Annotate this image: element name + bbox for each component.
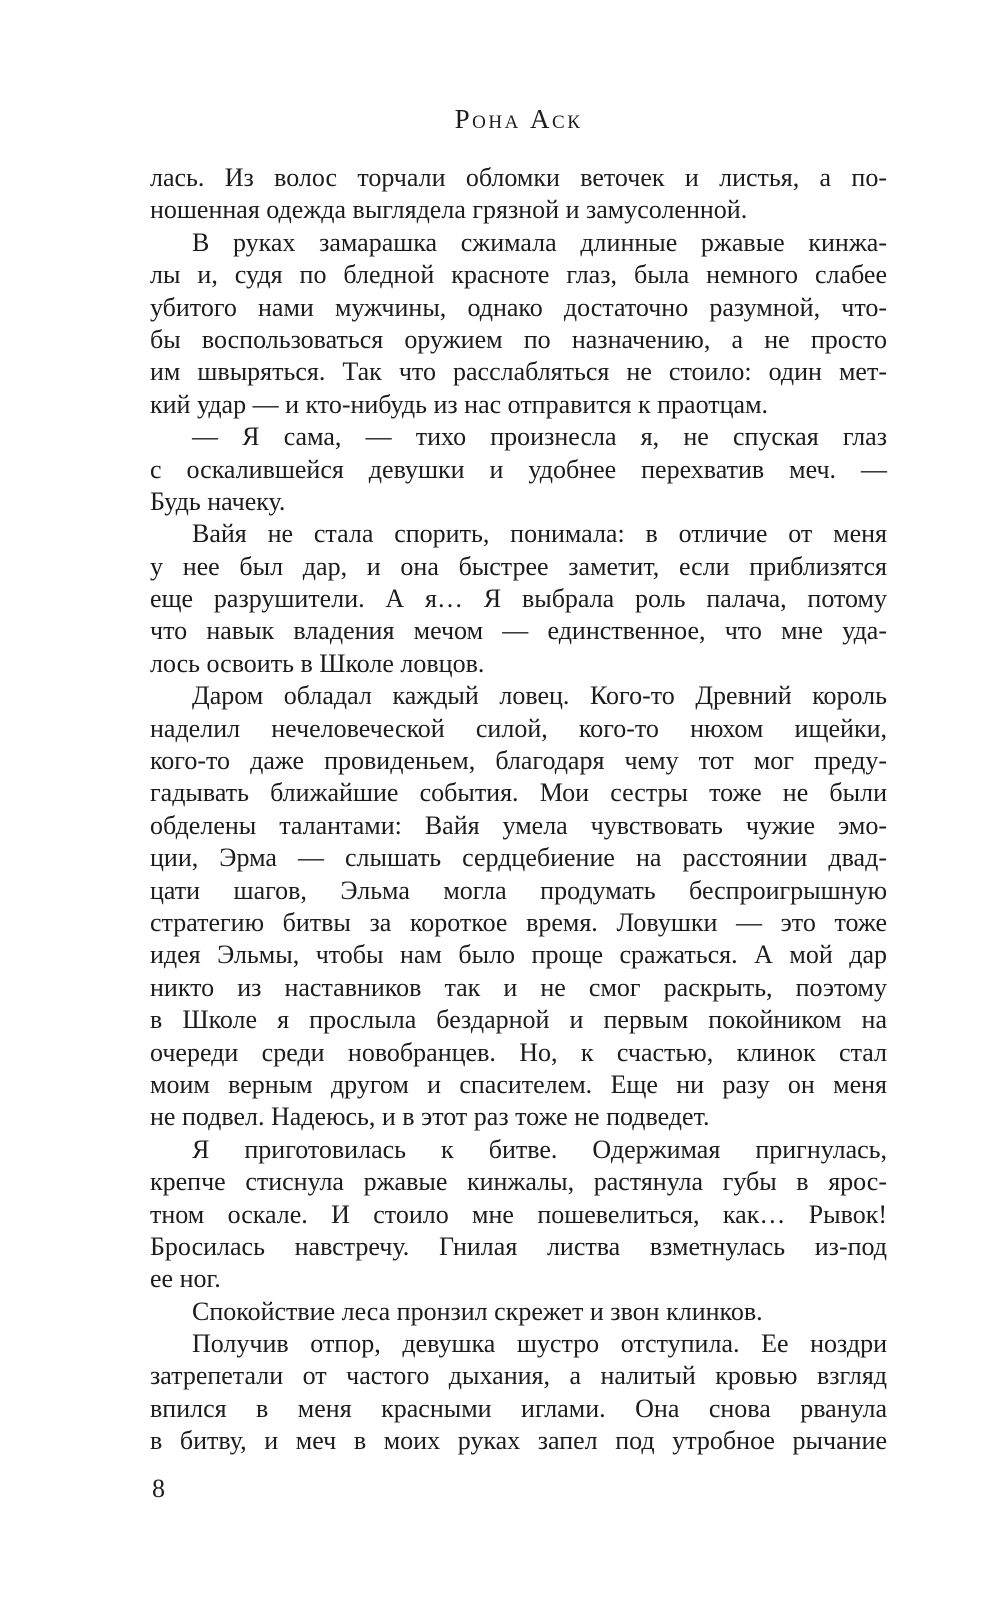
text-line: убитого нами мужчины, однако достаточно разумной, что- bbox=[150, 292, 887, 322]
text-line: кий удар — и кто-нибудь из нас отправится к праотцам. bbox=[150, 389, 769, 419]
text-line: в Школе я прослыла бездарной и первым покойником на bbox=[150, 1005, 887, 1035]
text-line: что навык владения мечом — единственное, что мне уда- bbox=[150, 616, 887, 646]
text-line: лы и, судя по бледной красноте глаз, была немного слабее bbox=[150, 260, 887, 290]
text-line: лось освоить в Школе ловцов. bbox=[150, 648, 485, 678]
text-line: им швыряться. Так что расслабляться не стоило: один мет- bbox=[150, 357, 887, 387]
text-line: — Я сама, — тихо произнесла я, не спуская глаз bbox=[192, 422, 887, 452]
text-line: Бросилась навстречу. Гнилая листва взметнулась из-под bbox=[150, 1231, 887, 1261]
text-line: стратегию битвы за короткое время. Ловушки — это тоже bbox=[150, 907, 887, 937]
text-line: Получив отпор, девушка шустро отступила. Ее ноздри bbox=[192, 1329, 887, 1359]
text-line: Вайя не стала спорить, понимала: в отличие от меня bbox=[192, 519, 887, 549]
text-line: в битву, и меч в моих руках запел под утробное рычание bbox=[150, 1426, 887, 1456]
text-line: впился в меня красными иглами. Она снова рванула bbox=[150, 1393, 887, 1423]
text-line: не подвел. Надеюсь, и в этот раз тоже не подведет. bbox=[150, 1102, 710, 1132]
text-line: еще разрушители. А я… Я выбрала роль палача, потому bbox=[150, 584, 887, 614]
text-line: бы воспользоваться оружием по назначению, а не просто bbox=[150, 324, 887, 354]
text-line: крепче стиснула ржавые кинжалы, растянула губы в ярос- bbox=[150, 1167, 887, 1197]
text-line: ее ног. bbox=[150, 1264, 221, 1294]
text-line: цати шагов, Эльма могла продумать беспроигрышную bbox=[150, 875, 887, 905]
text-line: с оскалившейся девушки и удобнее перехватив меч. — bbox=[150, 454, 887, 484]
text-line: моим верным другом и спасителем. Еще ни разу он меня bbox=[150, 1069, 887, 1099]
text-line: ношенная одежда выглядела грязной и замусоленной. bbox=[150, 195, 748, 225]
text-line: никто из наставников так и не смог раскрыть, поэтому bbox=[150, 972, 887, 1002]
text-line: Я приготовилась к битве. Одержимая пригнулась, bbox=[192, 1134, 887, 1164]
page-number: 8 bbox=[152, 1474, 165, 1503]
text-line: обделены талантами: Вайя умела чувствовать чужие эмо- bbox=[150, 810, 887, 840]
text-line: Даром обладал каждый ловец. Кого-то Древний король bbox=[192, 681, 887, 711]
text-line: лась. Из волос торчали обломки веточек и листья, а по- bbox=[150, 163, 887, 192]
text-line: у нее был дар, и она быстрее заметит, если приблизятся bbox=[150, 551, 887, 581]
text-line: ции, Эрма — слышать сердцебиение на расстоянии двад- bbox=[150, 843, 887, 873]
text-line: Будь начеку. bbox=[150, 486, 286, 516]
text-line: В руках замарашка сжимала длинные ржавые кинжа- bbox=[192, 227, 887, 257]
running-head-author: Рона Аск bbox=[454, 104, 583, 134]
text-line: тном оскале. И стоило мне пошевелиться, как… Рывок! bbox=[150, 1199, 887, 1229]
page-text bbox=[150, 162, 887, 1458]
text-line: наделил нечеловеческой силой, кого-то нюхом ищейки, bbox=[150, 713, 887, 743]
text-line: гадывать ближайшие события. Мои сестры тоже не были bbox=[150, 778, 887, 808]
text-line: кого-то даже провиденьем, благодаря чему тот мог преду- bbox=[150, 746, 887, 776]
text-line: Спокойствие леса пронзил скрежет и звон клинков. bbox=[192, 1296, 763, 1326]
text-line: идея Эльмы, чтобы нам было проще сражаться. А мой дар bbox=[150, 940, 887, 970]
text-line: затрепетали от частого дыхания, а налитый кровью взгляд bbox=[150, 1361, 887, 1391]
text-line: очереди среди новобранцев. Но, к счастью, клинок стал bbox=[150, 1037, 887, 1067]
